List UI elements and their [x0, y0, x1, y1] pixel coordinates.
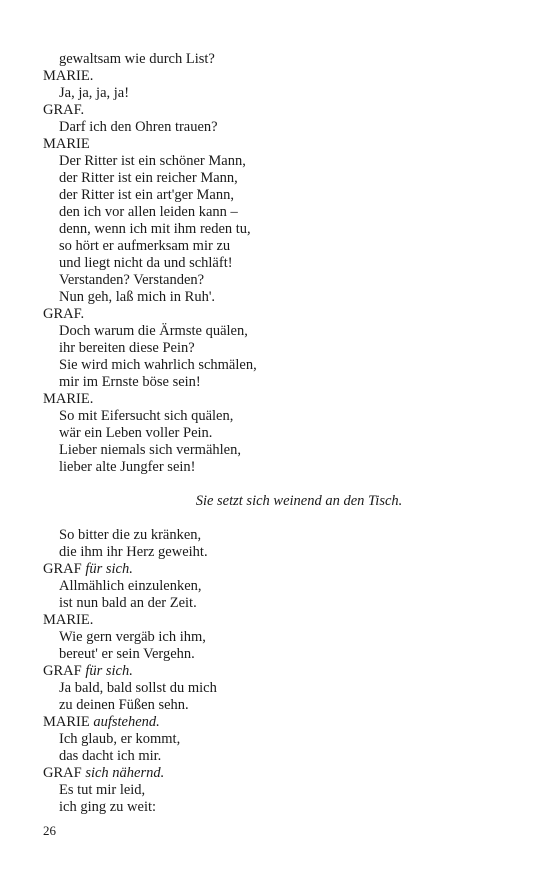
speaker-label: MARIE [43, 714, 90, 730]
speaker-name: MARIE [43, 136, 90, 152]
verse-line: Ja bald, bald sollst du mich [59, 680, 217, 696]
verse-line: das dacht ich mir. [59, 748, 162, 764]
speaker-direction: aufstehend. [93, 714, 160, 730]
verse-line: So bitter die zu kränken, [59, 527, 202, 543]
speaker-name: MARIE. [43, 68, 94, 84]
verse-line: die ihm ihr Herz geweiht. [59, 544, 208, 560]
speaker-label: GRAF [43, 663, 82, 679]
verse-line: so hört er aufmerksam mir zu [59, 238, 231, 254]
verse-line: Wie gern vergäb ich ihm, [59, 629, 206, 645]
speaker-name: GRAF. [43, 102, 85, 118]
verse-line: Lieber niemals sich vermählen, [59, 442, 241, 458]
verse-line: wär ein Leben voller Pein. [59, 425, 213, 441]
play-text [43, 51, 503, 816]
verse-line: Der Ritter ist ein schöner Mann, [59, 153, 246, 169]
verse-line: den ich vor allen leiden kann – [59, 204, 238, 220]
speaker-label: GRAF [43, 561, 82, 577]
verse-line: zu deinen Füßen sehn. [59, 697, 189, 713]
verse-line: Verstanden? Verstanden? [59, 272, 205, 288]
verse-line: ist nun bald an der Zeit. [59, 595, 197, 611]
spacer [43, 510, 503, 527]
verse-line: Es tut mir leid, [59, 782, 146, 798]
speaker-name: GRAF. [43, 306, 85, 322]
verse-line: Sie wird mich wahrlich schmälen, [59, 357, 257, 373]
verse-line: gewaltsam wie durch List? [59, 51, 215, 67]
verse-line: Darf ich den Ohren trauen? [59, 119, 218, 135]
verse-line: Ich glaub, er kommt, [59, 731, 181, 747]
verse-line: Ja, ja, ja, ja! [59, 85, 130, 101]
verse-line: lieber alte Jungfer sein! [59, 459, 196, 475]
speaker-name: MARIE. [43, 391, 94, 407]
verse-line: ich ging zu weit: [59, 799, 157, 815]
speaker-direction: für sich. [85, 663, 133, 679]
verse-line: mir im Ernste böse sein! [59, 374, 201, 390]
verse-line: und liegt nicht da und schläft! [59, 255, 233, 271]
speaker-name [43, 714, 503, 731]
verse-line: der Ritter ist ein art'ger Mann, [59, 187, 234, 203]
dialogue-block-2 [43, 527, 503, 816]
speaker-name: MARIE. [43, 612, 94, 628]
speaker-direction: für sich. [85, 561, 133, 577]
speaker-label: GRAF [43, 765, 82, 781]
page-number: 26 [43, 823, 56, 838]
verse-line: Allmählich einzulenken, [59, 578, 202, 594]
verse-line: denn, wenn ich mit ihm reden tu, [59, 221, 251, 237]
verse-line: ihr bereiten diese Pein? [59, 340, 195, 356]
verse-line: der Ritter ist ein reicher Mann, [59, 170, 238, 186]
speaker-direction: sich nähernd. [85, 765, 165, 781]
verse-line: bereut' er sein Vergehn. [59, 646, 195, 662]
verse-line: Doch warum die Ärmste quälen, [59, 323, 248, 339]
verse-line: So mit Eifersucht sich quälen, [59, 408, 234, 424]
stage-direction: Sie setzt sich weinend an den Tisch. [195, 493, 403, 509]
verse-line: Nun geh, laß mich in Ruh'. [59, 289, 216, 305]
speaker-name [43, 663, 503, 680]
speaker-name [43, 561, 503, 578]
dialogue-block-1 [43, 51, 503, 476]
speaker-name [43, 765, 503, 782]
spacer [43, 476, 503, 493]
